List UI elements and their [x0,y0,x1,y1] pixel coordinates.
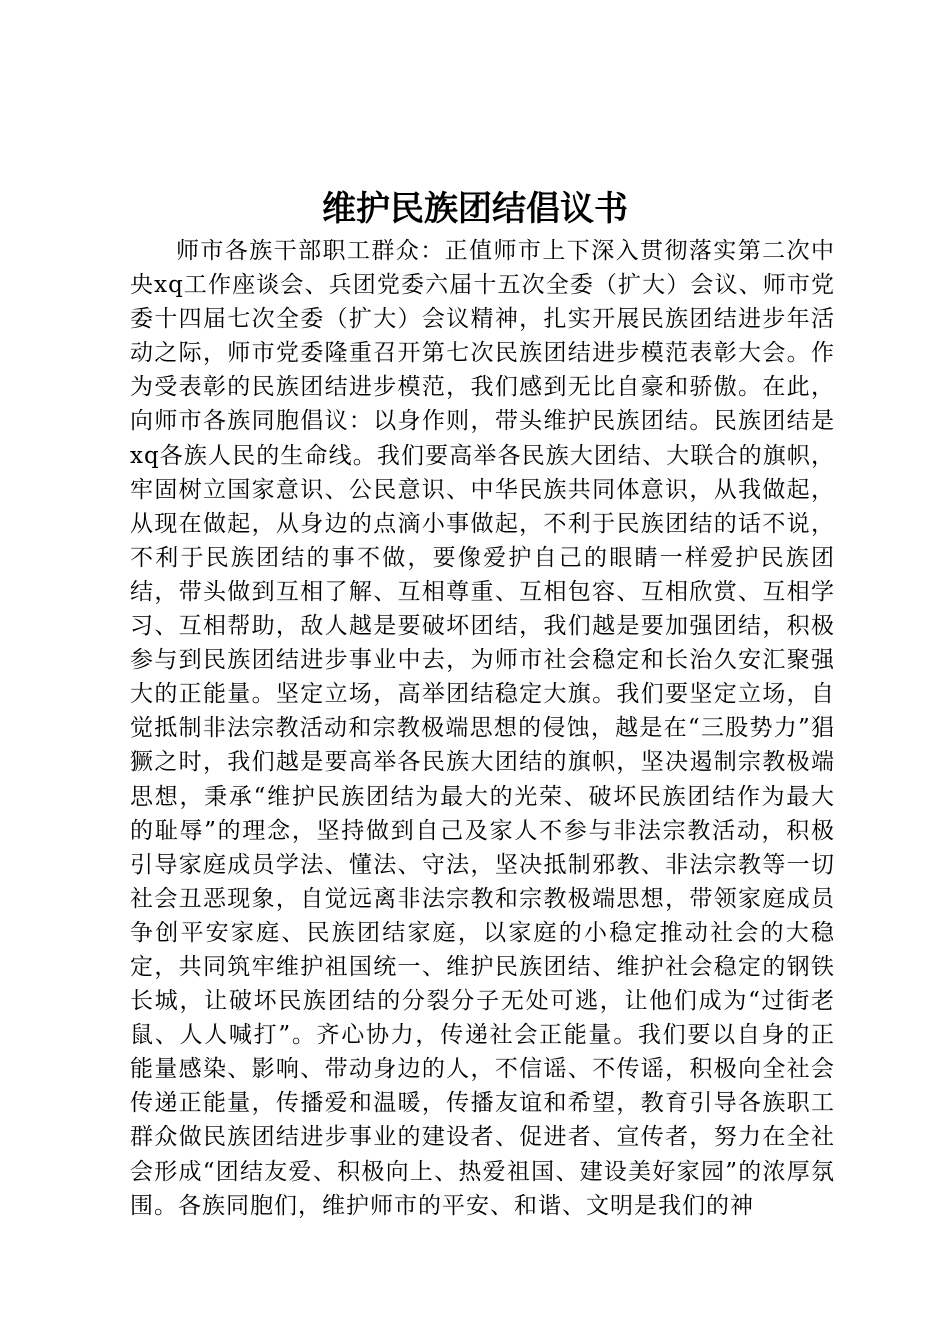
document-title: 维护民族团结倡议书 [322,189,628,229]
document-body: 师市各族干部职工群众：正值师市上下深入贯彻落实第二次中央xq工作座谈会、兵团党委六届十五次全委（扩大）会议、师市党委十四届七次全委（扩大）会议精神，扎实开展民族团结进步年活动之际，师市党委隆重召开第七次民族团结进步模范表彰大会。作为受表彰的民族团结进步模范，我们感到无比自豪和骄傲。在此，向师市各族同胞倡议：以身作则，带头维护民族团结。民族团结是xq各族人民的生命线。我们要高举各民族大团结、大联合的旗帜，牢固树立国家意识、公民意识、中华民族共同体意识，从我做起，从现在做起，从身边的点滴小事做起，不利于民族团结的话不说，不利于民族团结的事不做，要像爱护自己的眼睛一样爱护民族团结，带头做到互相了解、互相尊重、互相包容、互相欣赏、互相学习、互相帮助，敌人越是要破坏团结，我们越是要加强团结，积极参与到民族团结进步事业中去，为师市社会稳定和长治久安汇聚强大的正能量。坚定立场，高举团结稳定大旗。我们要坚定立场，自觉抵制非法宗教活动和宗教极端思想的侵蚀，越是在“三股势力”猖獗之时，我们越是要高举各民族大团结的旗帜，坚决遏制宗教极端思想，秉承“维护民族团结为最大的光荣、破坏民族团结作为最大的耻辱”的理念，坚持做到自己及家人不参与非法宗教活动，积极引导家庭成员学法、懂法、守法，坚决抵制邪教、非法宗教等一切社会丑恶现象，自觉远离非法宗教和宗教极端思想，带领家庭成员争创平安家庭、民族团结家庭，以家庭的小稳定推动社会的大稳定，共同筑牢维护祖国统一、维护民族团结、维护社会稳定的钢铁长城，让破坏民族团结的分裂分子无处可逃，让他们成为“过街老鼠、人人喊打”。齐心协力，传递社会正能量。我们要以自身的正能量感染、影响、带动身边的人，不信谣、不传谣，积极向全社会传递正能量，传播爱和温暖，传播友谊和希望，教育引导各族职工群众做民族团结进步事业的建设者、促进者、宣传者，努力在全社会形成“团结友爱、积极向上、热爱祖国、建设美好家园”的浓厚氛围。各族同胞们，维护师市的平安、和谐、文明是我们的神 [130,238,835,1219]
